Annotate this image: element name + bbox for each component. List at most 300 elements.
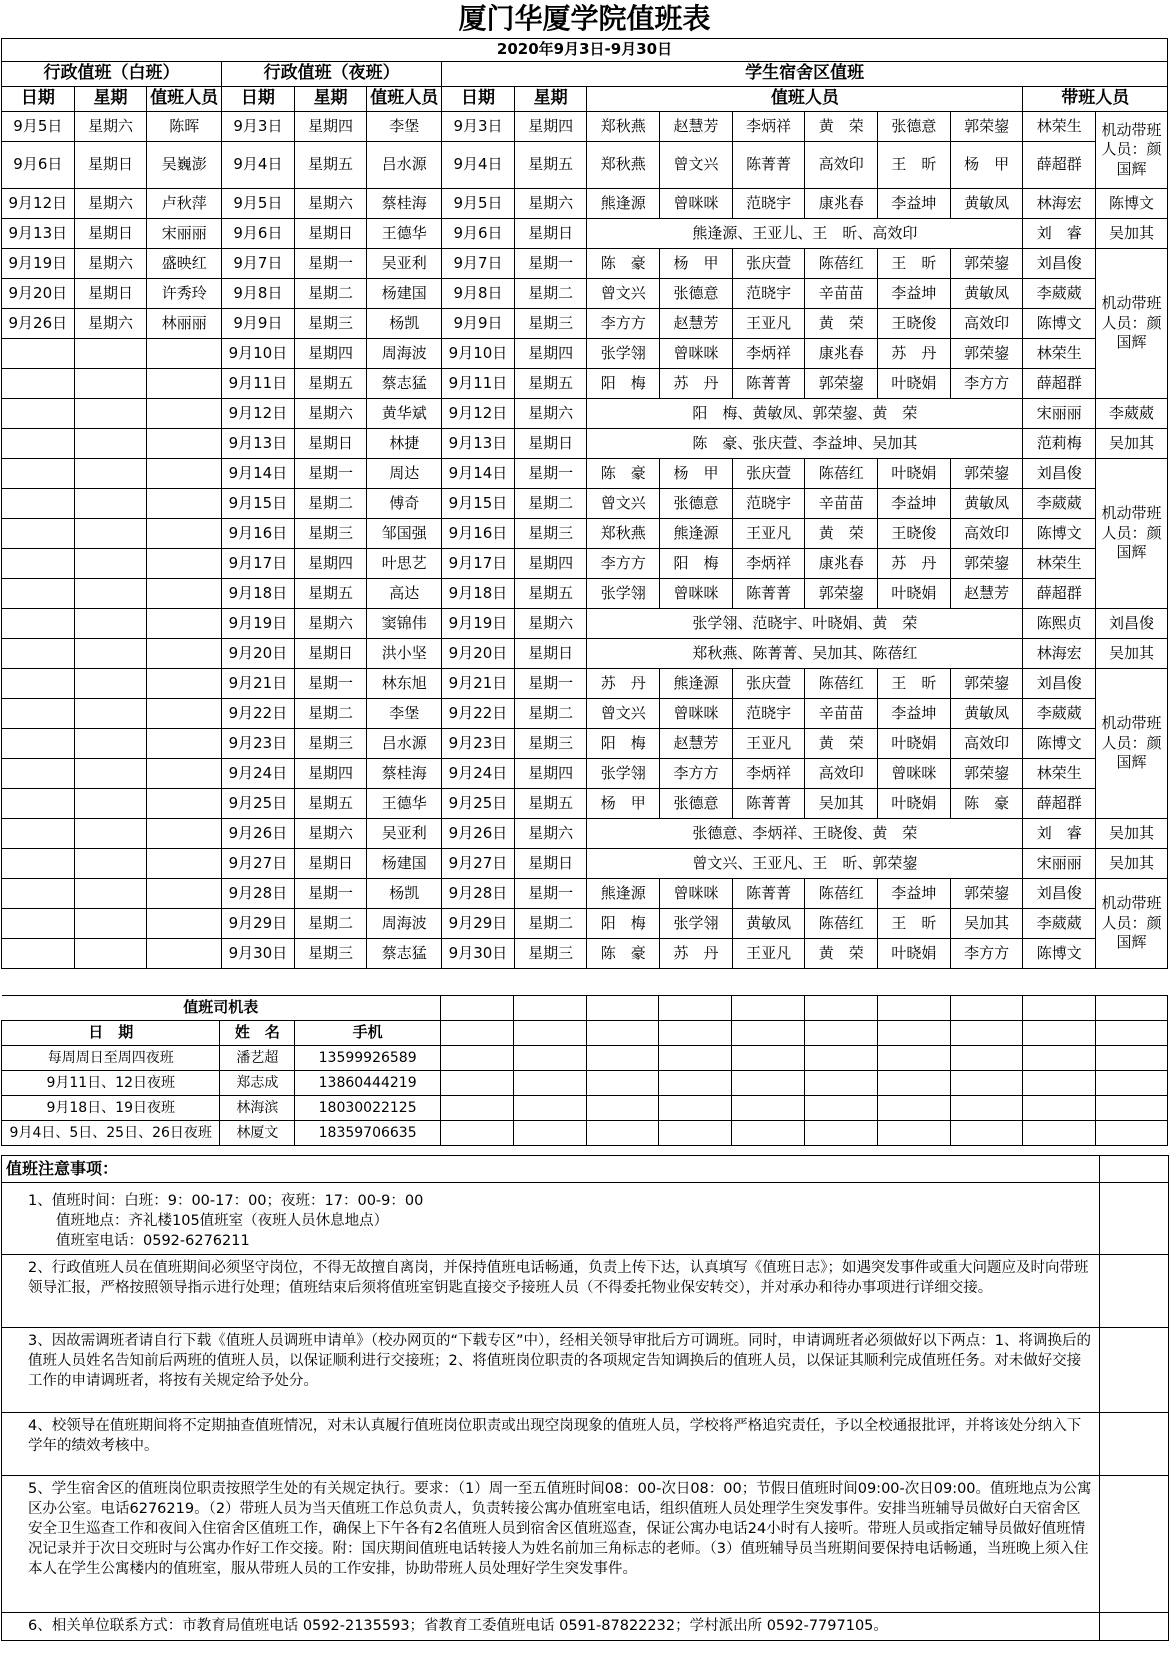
dorm-person: 康兆春 bbox=[805, 549, 878, 579]
night-shift-week: 星期五 bbox=[294, 369, 367, 399]
dorm-person: 陈菁菁 bbox=[732, 879, 805, 909]
empty-cell bbox=[440, 1046, 513, 1071]
dorm-person: 李方方 bbox=[587, 549, 660, 579]
dorm-weekend-persons: 陈 豪、张庆萱、李益坤、吴加其 bbox=[587, 429, 1023, 459]
dorm-leader: 刘昌俊 bbox=[1023, 879, 1096, 909]
dorm-date: 9月6日 bbox=[442, 219, 515, 249]
dorm-person: 王 昕 bbox=[878, 142, 951, 189]
night-shift-person: 叶思艺 bbox=[367, 549, 442, 579]
driver-row bbox=[2, 1096, 1168, 1121]
col-header-date: 日期 bbox=[2, 87, 75, 112]
dorm-date: 9月3日 bbox=[442, 112, 515, 142]
empty-cell bbox=[586, 1071, 659, 1096]
empty-cell bbox=[659, 1096, 732, 1121]
day-shift-person: 许秀玲 bbox=[147, 279, 222, 309]
dorm-person: 郭荣鋆 bbox=[950, 112, 1023, 142]
night-shift-date: 9月14日 bbox=[222, 459, 295, 489]
dorm-person: 陈菁菁 bbox=[732, 369, 805, 399]
empty-cell bbox=[147, 639, 222, 669]
dorm-person: 曾文兴 bbox=[587, 699, 660, 729]
dorm-leader: 陈博文 bbox=[1023, 729, 1096, 759]
night-shift-person: 吕水源 bbox=[367, 729, 442, 759]
dorm-person: 陈蓓红 bbox=[805, 459, 878, 489]
night-shift-person: 高达 bbox=[367, 579, 442, 609]
night-shift-person: 周海波 bbox=[367, 339, 442, 369]
driver-header-name: 姓 名 bbox=[220, 1021, 295, 1046]
empty-cell bbox=[74, 639, 147, 669]
night-shift-date: 9月4日 bbox=[222, 142, 295, 189]
dorm-person: 黄 荣 bbox=[805, 939, 878, 969]
col-header-date: 日期 bbox=[442, 87, 515, 112]
dorm-person: 张学翎 bbox=[660, 909, 733, 939]
dorm-leader: 林荣生 bbox=[1023, 759, 1096, 789]
night-shift-week: 星期二 bbox=[294, 909, 367, 939]
dorm-person: 叶晓娟 bbox=[878, 369, 951, 399]
dorm-leader: 薛超群 bbox=[1023, 579, 1096, 609]
standby-leader: 陈博文 bbox=[1096, 189, 1168, 219]
dorm-leader: 陈熙贞 bbox=[1023, 609, 1096, 639]
table-row bbox=[2, 309, 1168, 339]
table-row bbox=[2, 189, 1168, 219]
driver-row bbox=[2, 1121, 1168, 1146]
dorm-person: 郭荣鋆 bbox=[950, 759, 1023, 789]
dorm-person: 叶晓娟 bbox=[878, 939, 951, 969]
empty-cell bbox=[1023, 1121, 1096, 1146]
dorm-person: 黄敏凤 bbox=[950, 699, 1023, 729]
dorm-person: 王 昕 bbox=[878, 909, 951, 939]
day-shift-date: 9月26日 bbox=[2, 309, 75, 339]
empty-cell bbox=[147, 339, 222, 369]
dorm-week: 星期二 bbox=[514, 279, 587, 309]
empty-cell bbox=[74, 399, 147, 429]
dorm-leader: 林荣生 bbox=[1023, 112, 1096, 142]
empty-cell bbox=[1023, 1071, 1096, 1096]
table-row bbox=[2, 759, 1168, 789]
note-4: 4、校领导在值班期间将不定期抽查值班情况，对未认真履行值班岗位职责或出现空岗现象的值班人员，学校将严格追究责任，予以全校通报批评，并将该处分纳入下学年的绩效考核中。 bbox=[2, 1413, 1100, 1476]
night-shift-date: 9月5日 bbox=[222, 189, 295, 219]
night-shift-week: 星期一 bbox=[294, 879, 367, 909]
dorm-person: 郑秋燕 bbox=[587, 519, 660, 549]
standby-leader: 李葳葳 bbox=[1096, 399, 1168, 429]
table-row bbox=[2, 909, 1168, 939]
night-shift-date: 9月7日 bbox=[222, 249, 295, 279]
night-shift-person: 李堡 bbox=[367, 699, 442, 729]
night-shift-date: 9月22日 bbox=[222, 699, 295, 729]
night-shift-week: 星期六 bbox=[294, 609, 367, 639]
empty-cell bbox=[732, 1121, 805, 1146]
night-shift-person: 林东旭 bbox=[367, 669, 442, 699]
empty-cell bbox=[2, 939, 75, 969]
dorm-date: 9月20日 bbox=[442, 639, 515, 669]
empty-cell bbox=[2, 849, 75, 879]
dorm-person: 杨 甲 bbox=[660, 249, 733, 279]
empty-cell bbox=[2, 789, 75, 819]
day-shift-date: 9月19日 bbox=[2, 249, 75, 279]
empty-cell bbox=[74, 489, 147, 519]
dorm-week: 星期五 bbox=[514, 579, 587, 609]
table-row bbox=[2, 609, 1168, 639]
day-shift-week: 星期日 bbox=[74, 142, 147, 189]
dorm-person: 王晓俊 bbox=[878, 519, 951, 549]
dorm-person: 杨 甲 bbox=[587, 789, 660, 819]
dorm-person: 曾咪咪 bbox=[660, 339, 733, 369]
dorm-person: 王亚凡 bbox=[732, 729, 805, 759]
driver-phone: 13860444219 bbox=[295, 1071, 441, 1096]
dorm-date: 9月30日 bbox=[442, 939, 515, 969]
night-shift-date: 9月27日 bbox=[222, 849, 295, 879]
note-1-location: 值班地点：齐礼楼105值班室（夜班人员休息地点） bbox=[56, 1213, 389, 1229]
dorm-leader: 陈博文 bbox=[1023, 309, 1096, 339]
night-shift-date: 9月16日 bbox=[222, 519, 295, 549]
dorm-person: 苏 丹 bbox=[660, 939, 733, 969]
day-shift-person: 林丽丽 bbox=[147, 309, 222, 339]
night-shift-week: 星期二 bbox=[294, 489, 367, 519]
table-row bbox=[2, 639, 1168, 669]
day-shift-date: 9月12日 bbox=[2, 189, 75, 219]
empty-cell bbox=[147, 819, 222, 849]
night-shift-date: 9月21日 bbox=[222, 669, 295, 699]
day-shift-person: 盛映红 bbox=[147, 249, 222, 279]
night-shift-person: 蔡志猛 bbox=[367, 369, 442, 399]
dorm-date: 9月11日 bbox=[442, 369, 515, 399]
dorm-person: 熊逢源 bbox=[587, 879, 660, 909]
dorm-person: 曾文兴 bbox=[587, 279, 660, 309]
empty-cell bbox=[440, 1121, 513, 1146]
empty-cell bbox=[2, 819, 75, 849]
empty-cell bbox=[877, 1071, 950, 1096]
night-shift-week: 星期五 bbox=[294, 579, 367, 609]
empty-cell bbox=[1023, 1046, 1096, 1071]
note-1 bbox=[2, 1183, 1100, 1255]
col-header-duty: 值班人员 bbox=[147, 87, 222, 112]
date-range: 2020年9月3日-9月30日 bbox=[2, 39, 1168, 62]
dorm-date: 9月4日 bbox=[442, 142, 515, 189]
dorm-person: 郭荣鋆 bbox=[950, 459, 1023, 489]
night-shift-person: 周海波 bbox=[367, 909, 442, 939]
empty-cell bbox=[147, 549, 222, 579]
day-shift-week: 星期六 bbox=[74, 249, 147, 279]
night-shift-week: 星期日 bbox=[294, 849, 367, 879]
night-shift-date: 9月6日 bbox=[222, 219, 295, 249]
note-5: 5、学生宿舍区的值班岗位职责按照学生处的有关规定执行。要求：（1）周一至五值班时间08：00-次日08：00；节假日值班时间09:00-次日09:00。值班地点为公寓区办公室。电话6276219。（2）带班人员为当天值班工作总负责人，负责转接公寓办值班室电话，组织值班人员处理学生突发事件。安排当班辅导员做好白天宿舍区安全卫生巡查工作和夜间入住宿舍区值班工作，确保上下午各有2名值班人员到宿舍区值班巡查，保证公寓办电话24小时有人接听。带班人员或指定辅导员做好值班情况记录并于次日交班时与公寓办作好工作交接。附：国庆期间值班电话转接人为姓名前加三角标志的老师。（3）值班辅导员当班期间要保持电话畅通，当班晚上须入住本人在学生公寓楼内的值班室，服从带班人员的工作安排，协助带班人员处理好学生突发事件。 bbox=[2, 1476, 1100, 1613]
dorm-leader: 李葳葳 bbox=[1023, 909, 1096, 939]
dorm-person: 黄 荣 bbox=[805, 112, 878, 142]
dorm-weekend-persons: 曾文兴、王亚凡、王 昕、郭荣鋆 bbox=[587, 849, 1023, 879]
dorm-leader: 李葳葳 bbox=[1023, 489, 1096, 519]
empty-cell bbox=[2, 909, 75, 939]
dorm-person: 曾咪咪 bbox=[660, 699, 733, 729]
dorm-person: 叶晓娟 bbox=[878, 789, 951, 819]
dorm-person: 张德意 bbox=[660, 789, 733, 819]
driver-name: 林海滨 bbox=[220, 1096, 295, 1121]
dorm-person: 曾文兴 bbox=[587, 489, 660, 519]
dorm-person: 吴加其 bbox=[805, 789, 878, 819]
empty-cell bbox=[877, 1121, 950, 1146]
night-shift-date: 9月8日 bbox=[222, 279, 295, 309]
dorm-leader: 薛超群 bbox=[1023, 369, 1096, 399]
dorm-person: 郭荣鋆 bbox=[950, 669, 1023, 699]
driver-phone: 18359706635 bbox=[295, 1121, 441, 1146]
empty-cell bbox=[2, 339, 75, 369]
driver-table-title: 值班司机表 bbox=[2, 996, 441, 1021]
empty-cell bbox=[1096, 1121, 1168, 1146]
empty-cell bbox=[659, 1121, 732, 1146]
table-row bbox=[2, 459, 1168, 489]
dorm-week: 星期六 bbox=[514, 399, 587, 429]
dorm-person: 郭荣鋆 bbox=[805, 579, 878, 609]
night-shift-week: 星期六 bbox=[294, 819, 367, 849]
dorm-week: 星期日 bbox=[514, 639, 587, 669]
dorm-person: 杨 甲 bbox=[660, 459, 733, 489]
dorm-person: 张学翎 bbox=[587, 759, 660, 789]
night-shift-person: 吴亚利 bbox=[367, 819, 442, 849]
table-row bbox=[2, 429, 1168, 459]
dorm-person: 陈 豪 bbox=[587, 459, 660, 489]
empty-cell bbox=[74, 759, 147, 789]
empty-cell bbox=[74, 849, 147, 879]
col-header-week: 星期 bbox=[74, 87, 147, 112]
standby-leader: 机动带班人员：颜国辉 bbox=[1096, 879, 1168, 969]
night-shift-person: 洪小坚 bbox=[367, 639, 442, 669]
dorm-person: 李炳祥 bbox=[732, 759, 805, 789]
dorm-leader: 林海宏 bbox=[1023, 639, 1096, 669]
empty-cell bbox=[74, 939, 147, 969]
dorm-date: 9月27日 bbox=[442, 849, 515, 879]
dorm-person: 张学翎 bbox=[587, 579, 660, 609]
dorm-person: 熊逢源 bbox=[587, 189, 660, 219]
empty-cell bbox=[74, 879, 147, 909]
night-shift-date: 9月30日 bbox=[222, 939, 295, 969]
dorm-person: 张学翎 bbox=[587, 339, 660, 369]
dorm-leader: 刘昌俊 bbox=[1023, 249, 1096, 279]
empty-cell bbox=[513, 1046, 586, 1071]
standby-leader: 吴加其 bbox=[1096, 639, 1168, 669]
dorm-date: 9月18日 bbox=[442, 579, 515, 609]
standby-leader: 机动带班人员：颜国辉 bbox=[1096, 249, 1168, 399]
night-shift-week: 星期四 bbox=[294, 759, 367, 789]
night-shift-person: 李堡 bbox=[367, 112, 442, 142]
table-row bbox=[2, 519, 1168, 549]
night-shift-date: 9月15日 bbox=[222, 489, 295, 519]
dorm-person: 王晓俊 bbox=[878, 309, 951, 339]
night-shift-date: 9月26日 bbox=[222, 819, 295, 849]
roster-table bbox=[1, 38, 1168, 969]
empty-cell bbox=[804, 1121, 877, 1146]
dorm-person: 苏 丹 bbox=[878, 339, 951, 369]
empty-cell bbox=[659, 1071, 732, 1096]
empty-cell bbox=[950, 1121, 1023, 1146]
dorm-person: 张庆萱 bbox=[732, 459, 805, 489]
empty-cell bbox=[2, 579, 75, 609]
empty-cell bbox=[74, 699, 147, 729]
dorm-person: 高效印 bbox=[950, 729, 1023, 759]
empty-cell bbox=[950, 1071, 1023, 1096]
empty-cell bbox=[74, 369, 147, 399]
dorm-person: 高效印 bbox=[950, 519, 1023, 549]
dorm-week: 星期四 bbox=[514, 759, 587, 789]
empty-cell bbox=[74, 669, 147, 699]
empty-cell bbox=[147, 579, 222, 609]
empty-cell bbox=[2, 759, 75, 789]
night-shift-date: 9月12日 bbox=[222, 399, 295, 429]
dorm-week: 星期三 bbox=[514, 309, 587, 339]
empty-cell bbox=[1023, 1096, 1096, 1121]
empty-cell bbox=[147, 429, 222, 459]
dorm-date: 9月14日 bbox=[442, 459, 515, 489]
dorm-person: 阳 梅 bbox=[587, 369, 660, 399]
night-shift-week: 星期五 bbox=[294, 142, 367, 189]
night-shift-person: 杨凯 bbox=[367, 309, 442, 339]
empty-cell bbox=[147, 489, 222, 519]
dorm-weekend-persons: 张学翎、范晓宇、叶晓娟、黄 荣 bbox=[587, 609, 1023, 639]
dorm-person: 曾咪咪 bbox=[878, 759, 951, 789]
empty-cell bbox=[2, 459, 75, 489]
night-shift-date: 9月28日 bbox=[222, 879, 295, 909]
dorm-date: 9月19日 bbox=[442, 609, 515, 639]
col-header-week: 星期 bbox=[294, 87, 367, 112]
dorm-person: 赵慧芳 bbox=[660, 729, 733, 759]
dorm-week: 星期六 bbox=[514, 819, 587, 849]
empty-cell bbox=[586, 1096, 659, 1121]
table-row bbox=[2, 112, 1168, 142]
night-shift-week: 星期日 bbox=[294, 219, 367, 249]
dorm-person: 李益坤 bbox=[878, 189, 951, 219]
driver-name: 郑志成 bbox=[220, 1071, 295, 1096]
empty-cell bbox=[147, 369, 222, 399]
dorm-week: 星期二 bbox=[514, 489, 587, 519]
table-row bbox=[2, 279, 1168, 309]
standby-leader: 吴加其 bbox=[1096, 219, 1168, 249]
dorm-person: 赵慧芳 bbox=[660, 309, 733, 339]
col-header-week: 星期 bbox=[514, 87, 587, 112]
dorm-person: 阳 梅 bbox=[660, 549, 733, 579]
night-shift-person: 邹国强 bbox=[367, 519, 442, 549]
table-row bbox=[2, 249, 1168, 279]
dorm-date: 9月17日 bbox=[442, 549, 515, 579]
dorm-person: 杨 甲 bbox=[950, 142, 1023, 189]
empty-cell bbox=[1096, 1071, 1168, 1096]
dorm-date: 9月15日 bbox=[442, 489, 515, 519]
empty-cell bbox=[2, 609, 75, 639]
dorm-leader: 薛超群 bbox=[1023, 789, 1096, 819]
dorm-person: 熊逢源 bbox=[660, 519, 733, 549]
day-shift-person: 卢秋萍 bbox=[147, 189, 222, 219]
night-shift-person: 杨建国 bbox=[367, 849, 442, 879]
dorm-person: 王亚凡 bbox=[732, 939, 805, 969]
empty-cell bbox=[2, 429, 75, 459]
dorm-person: 黄 荣 bbox=[805, 519, 878, 549]
dorm-date: 9月23日 bbox=[442, 729, 515, 759]
dorm-person: 李炳祥 bbox=[732, 549, 805, 579]
night-shift-person: 蔡志猛 bbox=[367, 939, 442, 969]
night-shift-week: 星期三 bbox=[294, 729, 367, 759]
empty-cell bbox=[1096, 1046, 1168, 1071]
dorm-leader: 刘 睿 bbox=[1023, 819, 1096, 849]
dorm-person: 康兆春 bbox=[805, 189, 878, 219]
table-row bbox=[2, 849, 1168, 879]
dorm-weekend-persons: 张德意、李炳祥、王晓俊、黄 荣 bbox=[587, 819, 1023, 849]
dorm-date: 9月12日 bbox=[442, 399, 515, 429]
dorm-person: 叶晓娟 bbox=[878, 459, 951, 489]
dorm-person: 黄 荣 bbox=[805, 729, 878, 759]
night-shift-person: 林捷 bbox=[367, 429, 442, 459]
dorm-person: 陈菁菁 bbox=[732, 789, 805, 819]
empty-cell bbox=[2, 549, 75, 579]
dorm-date: 9月10日 bbox=[442, 339, 515, 369]
empty-cell bbox=[147, 399, 222, 429]
night-shift-week: 星期五 bbox=[294, 789, 367, 819]
empty-cell bbox=[804, 1096, 877, 1121]
dorm-person: 王 昕 bbox=[878, 669, 951, 699]
empty-cell bbox=[877, 1046, 950, 1071]
night-shift-date: 9月25日 bbox=[222, 789, 295, 819]
dorm-leader: 刘 睿 bbox=[1023, 219, 1096, 249]
table-row bbox=[2, 729, 1168, 759]
table-row bbox=[2, 939, 1168, 969]
empty-cell bbox=[513, 1071, 586, 1096]
dorm-date: 9月16日 bbox=[442, 519, 515, 549]
empty-cell bbox=[2, 369, 75, 399]
dorm-week: 星期四 bbox=[514, 112, 587, 142]
dorm-person: 张庆萱 bbox=[732, 249, 805, 279]
standby-leader: 吴加其 bbox=[1096, 849, 1168, 879]
col-header-date: 日期 bbox=[222, 87, 295, 112]
night-shift-date: 9月23日 bbox=[222, 729, 295, 759]
night-shift-week: 星期一 bbox=[294, 459, 367, 489]
dorm-person: 郭荣鋆 bbox=[950, 249, 1023, 279]
empty-cell bbox=[74, 819, 147, 849]
dorm-leader: 宋丽丽 bbox=[1023, 849, 1096, 879]
empty-cell bbox=[950, 1046, 1023, 1071]
dorm-person: 陈 豪 bbox=[950, 789, 1023, 819]
driver-row bbox=[2, 1046, 1168, 1071]
dorm-week: 星期五 bbox=[514, 789, 587, 819]
dorm-person: 陈 豪 bbox=[587, 249, 660, 279]
table-row bbox=[2, 369, 1168, 399]
dorm-person: 辛苗苗 bbox=[805, 279, 878, 309]
dorm-person: 张庆萱 bbox=[732, 669, 805, 699]
dorm-person: 郑秋燕 bbox=[587, 112, 660, 142]
dorm-person: 叶晓娟 bbox=[878, 729, 951, 759]
driver-header-phone: 手机 bbox=[295, 1021, 441, 1046]
dorm-leader: 陈博文 bbox=[1023, 939, 1096, 969]
note-1-phone: 值班室电话：0592-6276211 bbox=[56, 1233, 250, 1249]
driver-phone: 13599926589 bbox=[295, 1046, 441, 1071]
dorm-person: 李方方 bbox=[587, 309, 660, 339]
dorm-date: 9月29日 bbox=[442, 909, 515, 939]
dorm-person: 范晓宇 bbox=[732, 489, 805, 519]
empty-cell bbox=[147, 789, 222, 819]
table-row bbox=[2, 819, 1168, 849]
empty-cell bbox=[147, 699, 222, 729]
dorm-person: 黄 荣 bbox=[805, 309, 878, 339]
night-shift-date: 9月13日 bbox=[222, 429, 295, 459]
driver-name: 林厦文 bbox=[220, 1121, 295, 1146]
dorm-person: 李益坤 bbox=[878, 699, 951, 729]
day-shift-date: 9月20日 bbox=[2, 279, 75, 309]
dorm-week: 星期日 bbox=[514, 429, 587, 459]
night-shift-person: 黄华斌 bbox=[367, 399, 442, 429]
empty-cell bbox=[74, 609, 147, 639]
night-shift-week: 星期日 bbox=[294, 639, 367, 669]
empty-cell bbox=[147, 759, 222, 789]
night-shift-person: 吴亚利 bbox=[367, 249, 442, 279]
dorm-person: 辛苗苗 bbox=[805, 699, 878, 729]
dorm-person: 郭荣鋆 bbox=[805, 369, 878, 399]
dorm-person: 黄敏凤 bbox=[950, 279, 1023, 309]
empty-cell bbox=[586, 1046, 659, 1071]
night-shift-date: 9月20日 bbox=[222, 639, 295, 669]
